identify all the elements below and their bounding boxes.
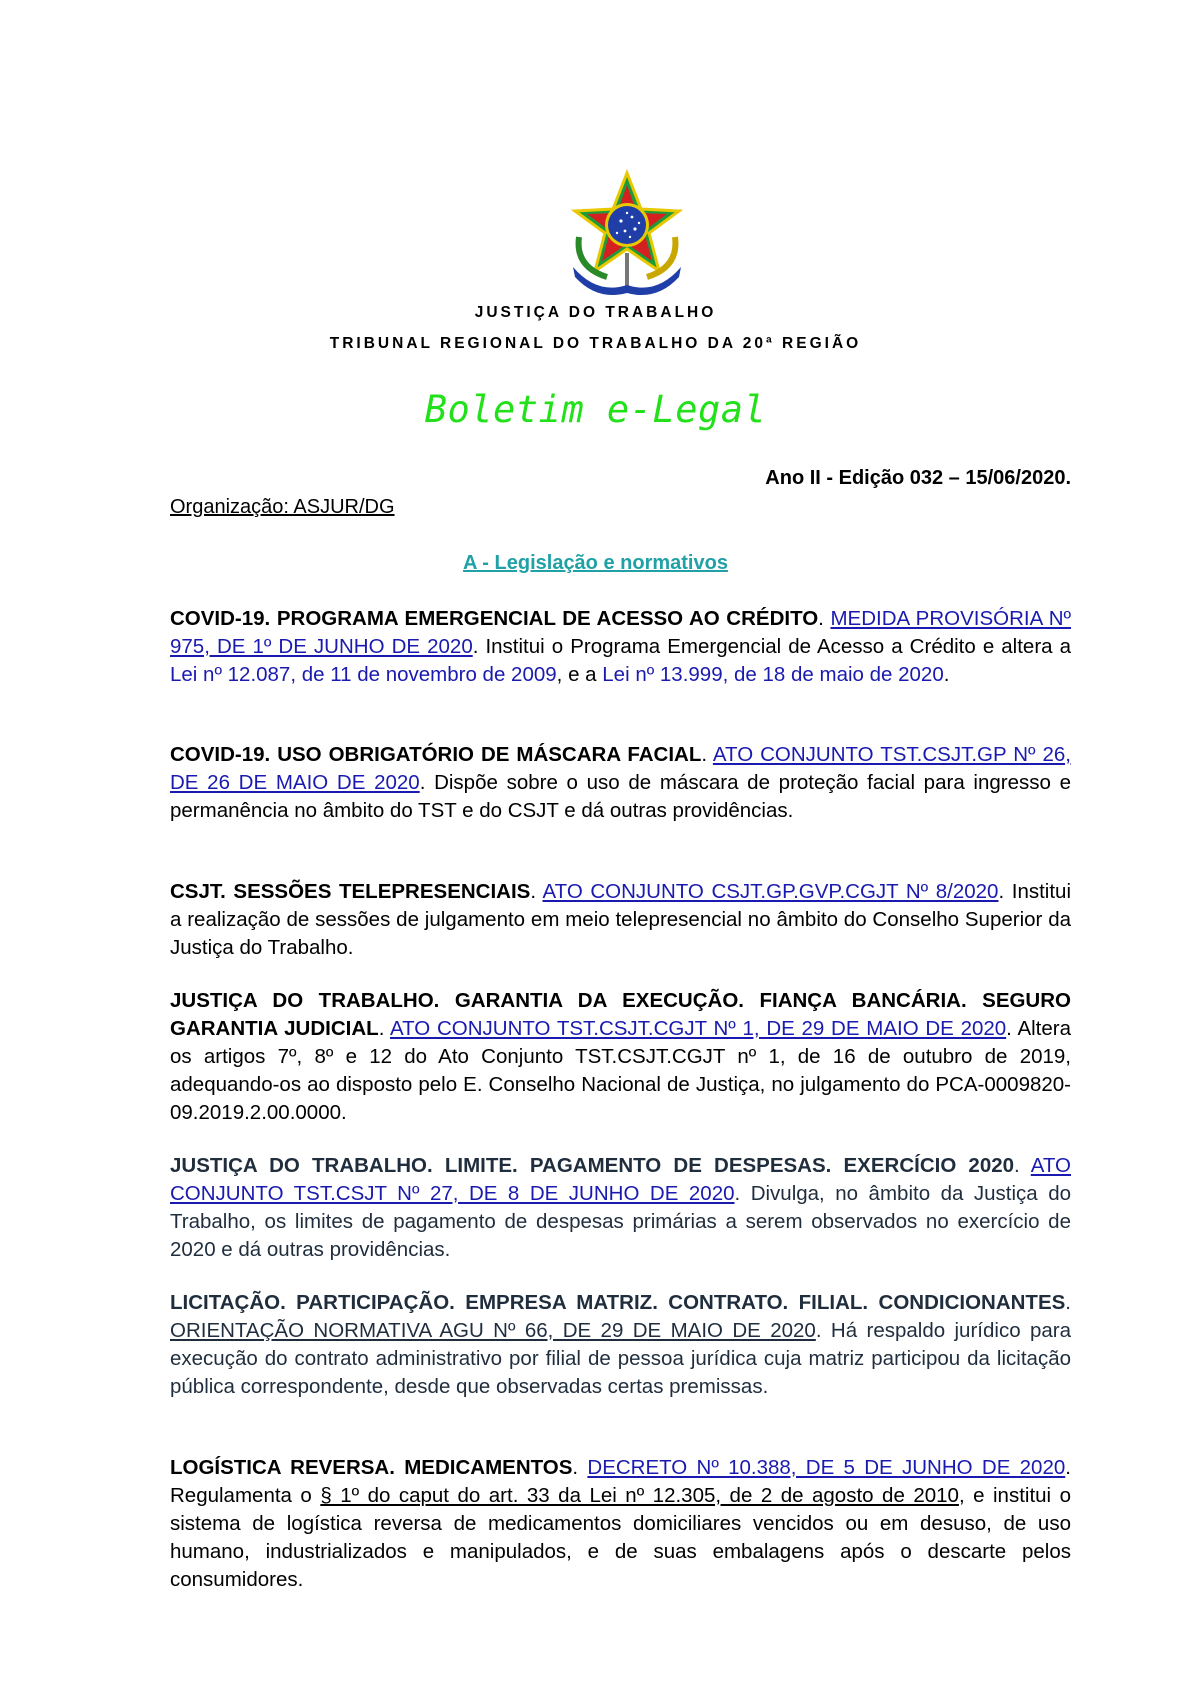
item-heading: COVID-19. PROGRAMA EMERGENCIAL DE ACESSO AO CRÉDITO <box>170 607 819 630</box>
item-link[interactable]: ORIENTAÇÃO NORMATIVA AGU Nº 66, DE 29 DE MAIO DE 2020 <box>170 1319 816 1342</box>
list-item: COVID-19. USO OBRIGATÓRIO DE MÁSCARA FACIAL. ATO CONJUNTO TST.CSJT.GP Nº 26, DE 26 DE MAIO DE 2020. Dispõe sobre o uso de máscara de proteção facial para ingresso e permanência no âmbito do TST e do CSJT e dá outras providências. <box>170 743 1071 822</box>
list-item: LOGÍSTICA REVERSA. MEDICAMENTOS. DECRETO Nº 10.388, DE 5 DE JUNHO DE 2020. Regulamenta o § 1º do caput do art. 33 da Lei nº 12.305, de 2 de agosto de 2010, e institui o sistema de logística reversa de medicamentos domiciliares vencidos ou em desuso, de uso humano, industrializados e manipulados, e de suas embalagens após o descarte pelos consumidores. <box>170 1456 1071 1591</box>
item-text: . Dispõe sobre o uso de máscara de proteção facial para ingresso e permanência no âmbito do TST e do CSJT e dá outras providências. <box>170 771 1071 822</box>
item-text: . Há respaldo jurídico para execução do contrato administrativo por filial de pessoa jurídica cuja matriz participou da licitação pública correspondente, desde que observadas certas premissas. <box>170 1319 1071 1398</box>
header-line-2: TRIBUNAL REGIONAL DO TRABALHO DA 20ª REGIÃO <box>329 335 862 352</box>
item-text: . Divulga, no âmbito da Justiça do Trabalho, os limites de pagamento de despesas primárias a serem observados no exercício de 2020 e dá outras providências. <box>170 1182 1071 1261</box>
item-reference-link[interactable]: § 1º do caput do art. 33 da Lei nº 12.305, de 2 de agosto de 2010 <box>320 1484 959 1507</box>
item-text: . <box>943 663 950 686</box>
header-line-1: JUSTIÇA DO TRABALHO <box>474 304 717 321</box>
organization-label: Organização: ASJUR/DG <box>170 496 395 518</box>
list-item: LICITAÇÃO. PARTICIPAÇÃO. EMPRESA MATRIZ. CONTRATO. FILIAL. CONDICIONANTES. ORIENTAÇÃO NORMATIVA AGU Nº 66, DE 29 DE MAIO DE 2020. Há respaldo jurídico para execução do contrato administrativo por filial de pessoa jurídica cuja matriz participou da licitação pública correspondente, desde que observadas certas premissas. <box>170 1291 1071 1398</box>
item-link[interactable]: ATO CONJUNTO CSJT.GP.GVP.CGJT Nº 8/2020 <box>542 880 999 903</box>
bulletin-title: Boletim e-Legal <box>424 388 767 431</box>
item-text: . Regulamenta o <box>170 1456 1071 1507</box>
list-item: COVID-19. PROGRAMA EMERGENCIAL DE ACESSO AO CRÉDITO. MEDIDA PROVISÓRIA Nº 975, DE 1º DE JUNHO DE 2020. Institui o Programa Emergencial de Acesso a Crédito e altera a Lei nº 12.087, de 11 de novembro de 2009, e a Lei nº 13.999, de 18 de maio de 2020. <box>170 607 1071 686</box>
item-heading: CSJT. SESSÕES TELEPRESENCIAIS <box>170 880 531 903</box>
item-text: . Altera os artigos 7º, 8º e 12 do Ato Conjunto TST.CSJT.CGJT nº 1, de 16 de outubro de 2019, adequando-os ao disposto pelo E. Conselho Nacional de Justiça, no julgamento do PCA-0009820-09.2019.2.00.0000. <box>170 1017 1072 1124</box>
item-heading: COVID-19. USO OBRIGATÓRIO DE MÁSCARA FACIAL <box>170 743 702 766</box>
list-item: JUSTIÇA DO TRABALHO. GARANTIA DA EXECUÇÃO. FIANÇA BANCÁRIA. SEGURO GARANTIA JUDICIAL. ATO CONJUNTO TST.CSJT.CGJT Nº 1, DE 29 DE MAIO DE 2020. Altera os artigos 7º, 8º e 12 do Ato Conjunto TST.CSJT.CGJT nº 1, de 16 de outubro de 2019, adequando-os ao disposto pelo E. Conselho Nacional de Justiça, no julgamento do PCA-0009820-09.2019.2.00.0000. <box>170 989 1072 1124</box>
item-link[interactable]: DECRETO Nº 10.388, DE 5 DE JUNHO DE 2020 <box>587 1456 1066 1479</box>
list-item: JUSTIÇA DO TRABALHO. LIMITE. PAGAMENTO DE DESPESAS. EXERCÍCIO 2020. ATO CONJUNTO TST.CSJT Nº 27, DE 8 DE JUNHO DE 2020. Divulga, no âmbito da Justiça do Trabalho, os limites de pagamento de despesas primárias a serem observados no exercício de 2020 e dá outras providências. <box>170 1154 1071 1261</box>
item-text: . Institui a realização de sessões de julgamento em meio telepresencial no âmbito do Conselho Superior da Justiça do Trabalho. <box>170 880 1071 959</box>
item-reference-link[interactable]: Lei nº 13.999, de 18 de maio de 2020 <box>602 663 944 686</box>
item-heading: LICITAÇÃO. PARTICIPAÇÃO. EMPRESA MATRIZ. CONTRATO. FILIAL. CONDICIONANTES <box>170 1291 1066 1314</box>
item-heading: LOGÍSTICA REVERSA. MEDICAMENTOS <box>170 1456 573 1479</box>
brazil-coat-of-arms-icon <box>567 167 687 295</box>
item-link[interactable]: MEDIDA PROVISÓRIA Nº 975, DE 1º DE JUNHO DE 2020 <box>170 607 1071 658</box>
item-link[interactable]: ATO CONJUNTO TST.CSJT Nº 27, DE 8 DE JUNHO DE 2020 <box>170 1154 1071 1205</box>
item-text: , e a <box>556 663 603 686</box>
item-link[interactable]: ATO CONJUNTO TST.CSJT.CGJT Nº 1, DE 29 DE MAIO DE 2020 <box>389 1017 1007 1040</box>
item-reference-link[interactable]: Lei nº 12.087, de 11 de novembro de 2009 <box>170 663 557 686</box>
item-text: . Institui o Programa Emergencial de Acesso a Crédito e altera a <box>472 635 1071 658</box>
item-heading: JUSTIÇA DO TRABALHO. GARANTIA DA EXECUÇÃO. FIANÇA BANCÁRIA. SEGURO GARANTIA JUDICIAL <box>170 989 1071 1040</box>
section-title[interactable]: A - Legislação e normativos <box>463 552 728 574</box>
item-heading: JUSTIÇA DO TRABALHO. LIMITE. PAGAMENTO DE DESPESAS. EXERCÍCIO 2020 <box>170 1154 1015 1177</box>
list-item: CSJT. SESSÕES TELEPRESENCIAIS. ATO CONJUNTO CSJT.GP.GVP.CGJT Nº 8/2020. Institui a realização de sessões de julgamento em meio telepresencial no âmbito do Conselho Superior da Justiça do Trabalho. <box>170 880 1071 959</box>
edition-info: Ano II - Edição 032 – 15/06/2020. <box>765 467 1071 489</box>
item-link[interactable]: ATO CONJUNTO TST.CSJT.GP Nº 26, DE 26 DE MAIO DE 2020 <box>170 743 1071 794</box>
item-text: , e institui o sistema de logística reversa de medicamentos domiciliares vencidos ou em desuso, de uso humano, industrializados e manipulados, e de suas embalagens após o descarte pelos consumidores. <box>170 1484 1071 1591</box>
